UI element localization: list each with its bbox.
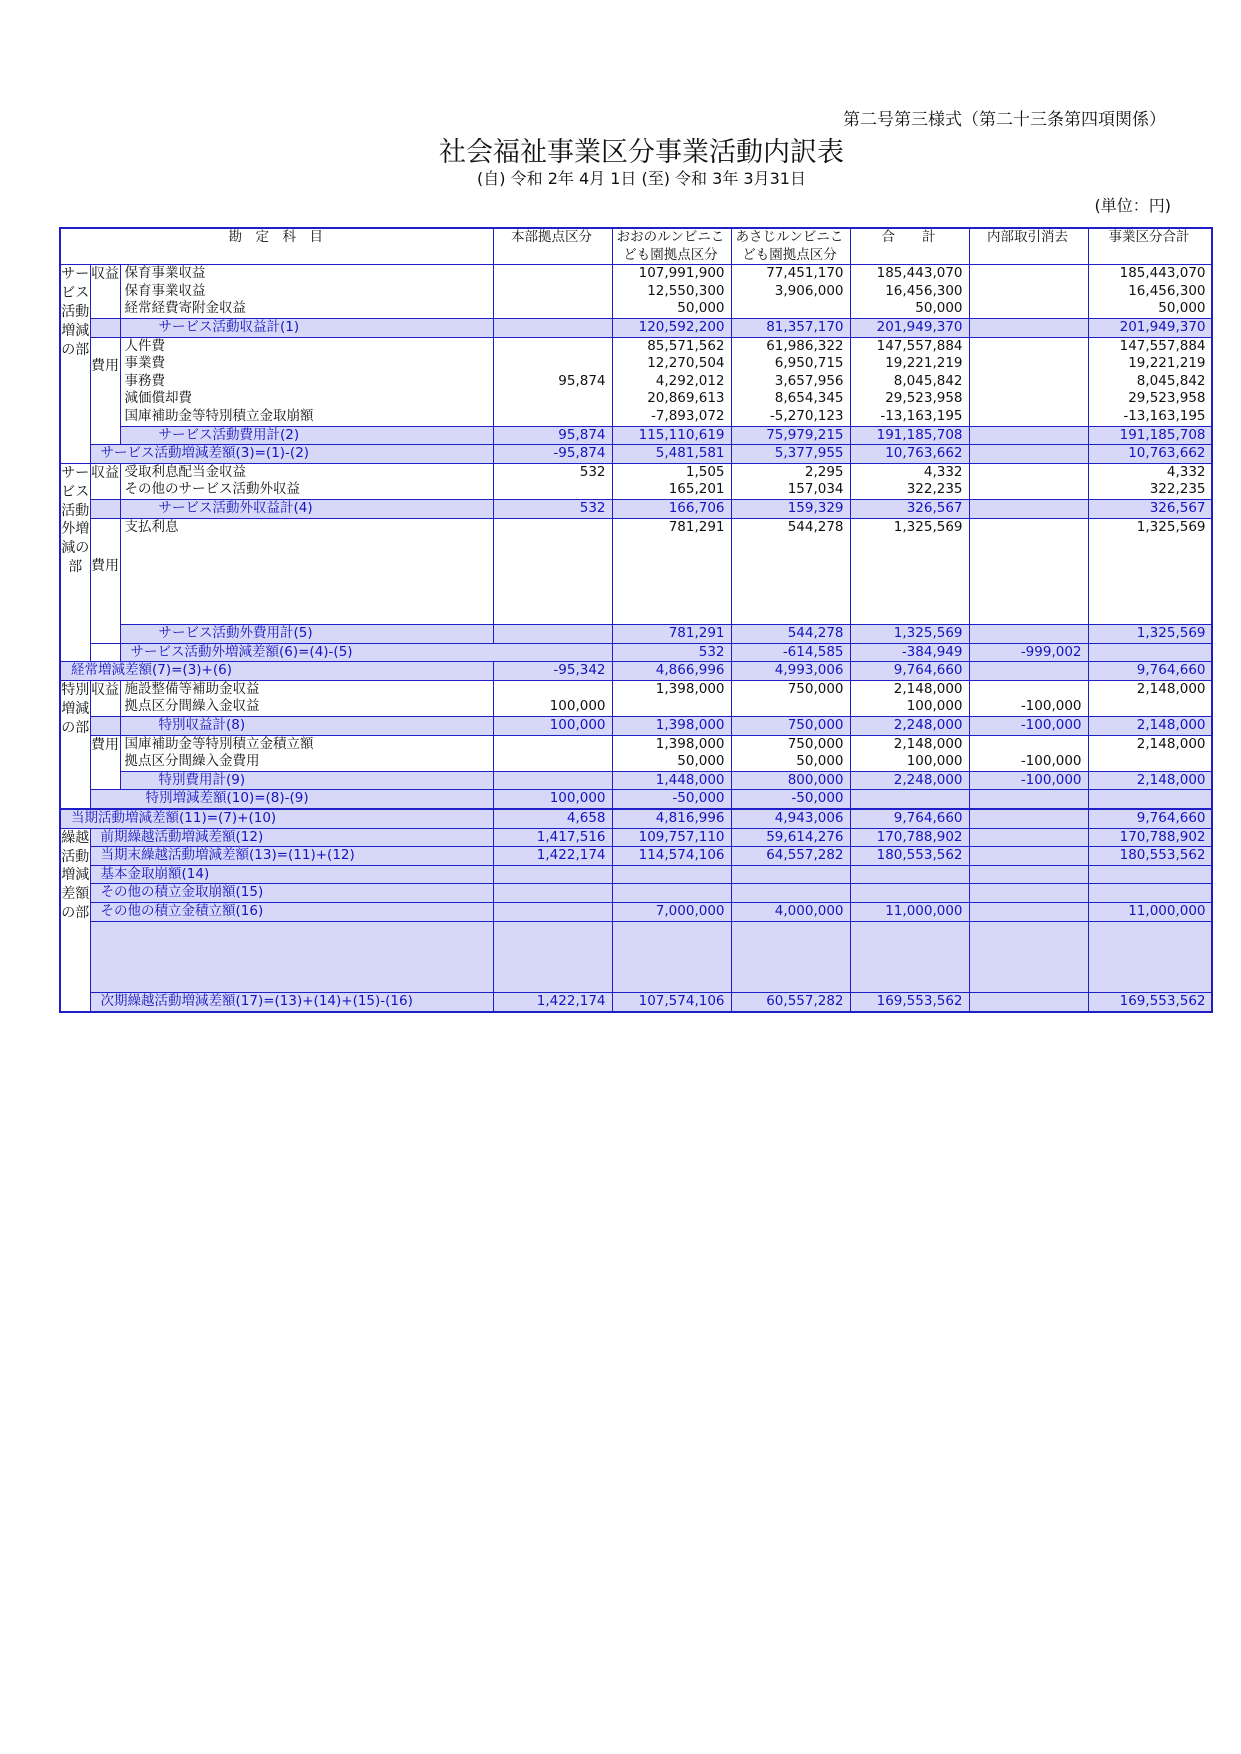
cell-asahi: 60,557,282 — [731, 992, 850, 1011]
cell-total: 4,332 — [850, 463, 969, 481]
cell-elim: -100,000 — [969, 771, 1088, 790]
cell-asahi: -384,949 — [850, 643, 969, 662]
section-label-carryover: 繰越活動増減差額の部 — [60, 828, 90, 1011]
cell-elim — [969, 790, 1088, 809]
row-label: 特別増減差額(10)=(8)-(9) — [90, 790, 493, 809]
cell-total: 50,000 — [850, 300, 969, 318]
cell-asahi: 6,950,715 — [731, 355, 850, 373]
header-asahi-line1: あさじルンビニこ — [731, 228, 850, 247]
cell-grand: 185,443,070 — [1088, 265, 1212, 283]
header-total: 合 計 — [850, 228, 969, 247]
cell-ooi: 781,291 — [612, 625, 731, 644]
cell-asahi — [731, 865, 850, 884]
difference-row — [60, 790, 1212, 809]
row-label: 事務費 — [120, 373, 493, 391]
cell-total: -13,163,195 — [850, 408, 969, 426]
cell-honbu: 1,422,174 — [493, 992, 612, 1011]
cell-asahi: 750,000 — [731, 680, 850, 698]
cell-total — [850, 865, 969, 884]
cell-asahi: 2,295 — [731, 463, 850, 481]
cell-grand: 2,148,000 — [1088, 717, 1212, 736]
cell-asahi — [731, 698, 850, 716]
row-label: その他の積立金積立額(16) — [90, 902, 493, 921]
cell-grand: 201,949,370 — [1088, 318, 1212, 337]
row-label: 当期末繰越活動増減差額(13)=(11)+(12) — [90, 847, 493, 866]
cell-grand: 1,325,569 — [1088, 625, 1212, 644]
cell-grand: 326,567 — [1088, 499, 1212, 518]
cell-asahi: -50,000 — [731, 790, 850, 809]
cell-grand: 11,000,000 — [1088, 902, 1212, 921]
header-grand-total: 事業区分合計 — [1088, 228, 1212, 247]
cell-ooi: 166,706 — [612, 499, 731, 518]
cell-elim — [969, 481, 1088, 499]
cell-total — [850, 790, 969, 809]
cell-total: 1,325,569 — [850, 625, 969, 644]
header-ooi-line1: おおのルンビニこ — [612, 228, 731, 247]
cell-ooi: 107,991,900 — [612, 265, 731, 283]
row-label: サービス活動外費用計(5) — [120, 625, 493, 644]
header-account: 勘 定 科 目 — [60, 228, 493, 247]
cell-ooi: -50,000 — [612, 790, 731, 809]
cell-honbu — [493, 625, 612, 644]
cell-ooi: 1,398,000 — [612, 680, 731, 698]
cell-ooi: 50,000 — [612, 300, 731, 318]
table-row — [60, 753, 1212, 771]
cell-grand: 2,148,000 — [1088, 735, 1212, 753]
cell-elim — [969, 390, 1088, 408]
cell-grand: 147,557,884 — [1088, 337, 1212, 355]
cell-elim: -100,000 — [969, 717, 1088, 736]
cell-ooi: 4,292,012 — [612, 373, 731, 391]
cell-honbu: -95,874 — [493, 445, 612, 464]
row-label: 次期繰越活動増減差額(17)=(13)+(14)+(15)-(16) — [90, 992, 493, 1011]
cell-asahi: 64,557,282 — [731, 847, 850, 866]
cell-ooi: 114,574,106 — [612, 847, 731, 866]
cell-asahi: 159,329 — [731, 499, 850, 518]
cell-honbu — [493, 390, 612, 408]
cell-elim — [969, 408, 1088, 426]
sub-label-revenue: 収益 — [90, 680, 120, 716]
cell-ooi: 85,571,562 — [612, 337, 731, 355]
cell-grand — [1088, 790, 1212, 809]
cell-ooi: 120,592,200 — [612, 318, 731, 337]
cell-grand: 19,221,219 — [1088, 355, 1212, 373]
cell-total: 10,763,662 — [850, 445, 969, 464]
cell-asahi: 750,000 — [731, 717, 850, 736]
cell-ooi: 12,550,300 — [612, 283, 731, 301]
cell-total: 8,045,842 — [850, 373, 969, 391]
cell-grand: 322,235 — [1088, 481, 1212, 499]
table-row — [60, 300, 1212, 318]
sub-label-revenue: 収益 — [90, 463, 120, 499]
table-row — [60, 698, 1212, 716]
row-label: 基本金取崩額(14) — [90, 865, 493, 884]
row-label: 国庫補助金等特別積立金積立額 — [120, 735, 493, 753]
row-label: 経常経費寄附金収益 — [120, 300, 493, 318]
cell-ooi: 165,201 — [612, 481, 731, 499]
row-label: 事業費 — [120, 355, 493, 373]
cell-honbu — [493, 265, 612, 283]
cell-asahi: 3,906,000 — [731, 283, 850, 301]
row-label: サービス活動増減差額(3)=(1)-(2) — [90, 445, 493, 464]
row-label: 特別収益計(8) — [120, 717, 493, 736]
cell-grand — [1088, 698, 1212, 716]
document-title: 社会福祉事業区分事業活動内訳表 — [439, 137, 844, 168]
cell-ooi: 107,574,106 — [612, 992, 731, 1011]
row-label: サービス活動外増減差額(6)=(4)-(5) — [120, 643, 612, 662]
cell-grand: 169,553,562 — [1088, 992, 1212, 1011]
header-honbu: 本部拠点区分 — [493, 228, 612, 247]
cell-elim — [969, 518, 1088, 536]
section-label-special: 特別増減の部 — [60, 680, 90, 809]
cell-asahi: 5,377,955 — [731, 445, 850, 464]
row-label: サービス活動収益計(1) — [120, 318, 493, 337]
table-row — [60, 902, 1212, 921]
row-label: サービス活動外収益計(4) — [120, 499, 493, 518]
cell-ooi: 1,448,000 — [612, 771, 731, 790]
cell-honbu — [493, 771, 612, 790]
cell-asahi: 750,000 — [731, 735, 850, 753]
row-label: 国庫補助金等特別積立金取崩額 — [120, 408, 493, 426]
table-row — [60, 337, 1212, 355]
cell-elim — [969, 884, 1088, 903]
table-row — [60, 373, 1212, 391]
cell-asahi: 4,943,006 — [731, 809, 850, 828]
cell-ooi: 20,869,613 — [612, 390, 731, 408]
cell-grand: 10,763,662 — [1088, 445, 1212, 464]
table-row — [60, 265, 1212, 283]
cell-elim — [969, 373, 1088, 391]
cell-elim — [969, 662, 1088, 681]
row-label: 支払利息 — [120, 518, 493, 536]
cell-total: 2,148,000 — [850, 680, 969, 698]
cell-elim — [969, 463, 1088, 481]
cell-honbu: 100,000 — [493, 698, 612, 716]
cell-elim — [969, 355, 1088, 373]
subtotal-row — [60, 426, 1212, 445]
cell-asahi — [731, 884, 850, 903]
row-label: 人件費 — [120, 337, 493, 355]
cell-ooi: 7,000,000 — [612, 902, 731, 921]
cell-honbu — [493, 481, 612, 499]
cell-asahi: 61,986,322 — [731, 337, 850, 355]
cell-elim — [969, 902, 1088, 921]
row-label: 拠点区分間繰入金収益 — [120, 698, 493, 716]
table-row — [60, 735, 1212, 753]
cell-honbu — [493, 518, 612, 536]
row-label: 特別費用計(9) — [120, 771, 493, 790]
section-label-service: サービス活動増減の部 — [60, 265, 90, 464]
cell-elim — [969, 318, 1088, 337]
cell-grand: 1,325,569 — [1088, 518, 1212, 536]
row-label: 保育事業収益 — [120, 265, 493, 283]
cell-honbu — [493, 753, 612, 771]
cell-honbu — [493, 283, 612, 301]
cell-grand: 9,764,660 — [1088, 809, 1212, 828]
cell-honbu — [493, 865, 612, 884]
cell-total: 29,523,958 — [850, 390, 969, 408]
cell-ooi: 1,398,000 — [612, 717, 731, 736]
cell-asahi: -5,270,123 — [731, 408, 850, 426]
row-label: その他のサービス活動外収益 — [120, 481, 493, 499]
subtotal-row — [60, 771, 1212, 790]
cell-asahi: 8,654,345 — [731, 390, 850, 408]
subtotal-row — [60, 625, 1212, 644]
cell-elim — [969, 265, 1088, 283]
cell-grand — [1088, 884, 1212, 903]
table-row — [60, 463, 1212, 481]
row-label: 保育事業収益 — [120, 283, 493, 301]
cell-ooi: -7,893,072 — [612, 408, 731, 426]
cell-total: 180,553,562 — [850, 847, 969, 866]
cell-total: 322,235 — [850, 481, 969, 499]
cell-honbu — [493, 408, 612, 426]
cell-elim: -100,000 — [969, 753, 1088, 771]
cell-grand: 4,332 — [1088, 463, 1212, 481]
table-row — [60, 355, 1212, 373]
currency-unit: (単位：円) — [1094, 196, 1171, 215]
cell-ooi — [612, 865, 731, 884]
cell-elim — [1088, 643, 1212, 662]
cell-grand: 170,788,902 — [1088, 828, 1212, 847]
cell-ooi: 781,291 — [612, 518, 731, 536]
cell-ooi: -614,585 — [731, 643, 850, 662]
table-row — [60, 283, 1212, 301]
cell-honbu — [493, 318, 612, 337]
sub-label-revenue: 収益 — [90, 265, 120, 319]
row-label: 施設整備等補助金収益 — [120, 680, 493, 698]
cell-total: 16,456,300 — [850, 283, 969, 301]
subtotal-row — [60, 499, 1212, 518]
cell-honbu: 100,000 — [493, 717, 612, 736]
cell-ooi: 1,505 — [612, 463, 731, 481]
cell-grand: -13,163,195 — [1088, 408, 1212, 426]
cell-honbu — [493, 680, 612, 698]
cell-honbu: 95,874 — [493, 426, 612, 445]
table-row — [60, 518, 1212, 536]
cell-elim — [969, 445, 1088, 464]
row-label: サービス活動費用計(2) — [120, 426, 493, 445]
table-row — [60, 828, 1212, 847]
ordinary-difference-row — [60, 662, 1212, 681]
cell-asahi: 77,451,170 — [731, 265, 850, 283]
cell-honbu: -95,342 — [493, 662, 612, 681]
table-row — [60, 680, 1212, 698]
subtotal-row — [60, 318, 1212, 337]
cell-honbu — [493, 355, 612, 373]
cell-elim — [969, 847, 1088, 866]
sub-label-expense: 費用 — [90, 518, 120, 643]
cell-total: 100,000 — [850, 753, 969, 771]
cell-honbu: 532 — [493, 463, 612, 481]
cell-elim — [969, 735, 1088, 753]
cell-total — [850, 884, 969, 903]
header-elimination: 内部取引消去 — [969, 228, 1088, 247]
row-label: 拠点区分間繰入金費用 — [120, 753, 493, 771]
cell-ooi: 12,270,504 — [612, 355, 731, 373]
cell-asahi: 544,278 — [731, 625, 850, 644]
difference-row — [60, 445, 1212, 464]
sub-label-expense: 費用 — [90, 735, 120, 790]
cell-asahi: 157,034 — [731, 481, 850, 499]
cell-ooi: 1,398,000 — [612, 735, 731, 753]
cell-elim — [969, 992, 1088, 1011]
cell-grand: 180,553,562 — [1088, 847, 1212, 866]
cell-grand: 29,523,958 — [1088, 390, 1212, 408]
table-row — [60, 408, 1212, 426]
cell-total: 326,567 — [850, 499, 969, 518]
cell-asahi: 4,000,000 — [731, 902, 850, 921]
cell-total: 191,185,708 — [850, 426, 969, 445]
cell-asahi: 50,000 — [731, 753, 850, 771]
table-row — [60, 481, 1212, 499]
cell-total: 2,248,000 — [850, 771, 969, 790]
row-label: 受取利息配当金収益 — [120, 463, 493, 481]
cell-asahi: 800,000 — [731, 771, 850, 790]
cell-elim — [969, 828, 1088, 847]
fiscal-period: (自) 令和 2年 4月 1日 (至) 令和 3年 3月31日 — [477, 169, 806, 188]
cell-honbu: 1,422,174 — [493, 847, 612, 866]
cell-total: 201,949,370 — [850, 318, 969, 337]
cell-asahi: 59,614,276 — [731, 828, 850, 847]
cell-honbu — [493, 884, 612, 903]
cell-honbu — [493, 902, 612, 921]
current-period-difference-row — [60, 809, 1212, 828]
cell-grand — [1088, 865, 1212, 884]
cell-total: -999,002 — [969, 643, 1088, 662]
cell-total: 185,443,070 — [850, 265, 969, 283]
cell-asahi: 3,657,956 — [731, 373, 850, 391]
subtotal-row — [60, 717, 1212, 736]
next-period-carryover-row — [60, 992, 1212, 1011]
cell-total: 169,553,562 — [850, 992, 969, 1011]
cell-honbu — [493, 300, 612, 318]
cell-elim — [969, 337, 1088, 355]
cell-honbu: 532 — [493, 499, 612, 518]
row-label: 前期繰越活動増減差額(12) — [90, 828, 493, 847]
cell-total: 11,000,000 — [850, 902, 969, 921]
cell-honbu: 95,874 — [493, 373, 612, 391]
cell-ooi: 50,000 — [612, 753, 731, 771]
cell-elim — [969, 283, 1088, 301]
header-ooi-line2: ども園拠点区分 — [612, 247, 731, 265]
form-number: 第二号第三様式（第二十三条第四項関係） — [843, 110, 1166, 130]
cell-asahi: 4,993,006 — [731, 662, 850, 681]
cell-asahi: 544,278 — [731, 518, 850, 536]
sub-label-expense: 費用 — [90, 337, 120, 445]
table-row — [60, 847, 1212, 866]
cell-elim — [969, 680, 1088, 698]
cell-total: 147,557,884 — [850, 337, 969, 355]
table-row — [60, 884, 1212, 903]
cell-elim — [969, 426, 1088, 445]
cell-grand: 9,764,660 — [1088, 662, 1212, 681]
cell-total: 1,325,569 — [850, 518, 969, 536]
cell-grand: 2,148,000 — [1088, 680, 1212, 698]
cell-grand: 50,000 — [1088, 300, 1212, 318]
cell-honbu — [493, 337, 612, 355]
cell-honbu: 532 — [612, 643, 731, 662]
table-row — [60, 390, 1212, 408]
cell-asahi: 81,357,170 — [731, 318, 850, 337]
cell-grand — [1088, 753, 1212, 771]
header-asahi-line2: ども園拠点区分 — [731, 247, 850, 265]
cell-total: 19,221,219 — [850, 355, 969, 373]
cell-grand: 191,185,708 — [1088, 426, 1212, 445]
cell-elim — [969, 300, 1088, 318]
row-label: その他の積立金取崩額(15) — [90, 884, 493, 903]
table-row — [60, 865, 1212, 884]
cell-elim — [969, 809, 1088, 828]
section-label-non-service: サービス活動外増減の部 — [60, 463, 90, 662]
cell-grand: 8,045,842 — [1088, 373, 1212, 391]
cell-elim — [969, 865, 1088, 884]
cell-elim — [969, 625, 1088, 644]
cell-ooi — [612, 884, 731, 903]
cell-total: 9,764,660 — [850, 809, 969, 828]
cell-ooi: 115,110,619 — [612, 426, 731, 445]
row-label: 減価償却費 — [120, 390, 493, 408]
cell-ooi — [612, 698, 731, 716]
cell-grand: 2,148,000 — [1088, 771, 1212, 790]
activity-statement-table — [59, 227, 1213, 1013]
row-label: 経常増減差額(7)=(3)+(6) — [60, 662, 493, 681]
cell-ooi: 109,757,110 — [612, 828, 731, 847]
cell-asahi — [731, 300, 850, 318]
row-label: 当期活動増減差額(11)=(7)+(10) — [60, 809, 493, 828]
cell-asahi: 75,979,215 — [731, 426, 850, 445]
cell-ooi: 4,816,996 — [612, 809, 731, 828]
cell-total: 2,148,000 — [850, 735, 969, 753]
cell-grand: 16,456,300 — [1088, 283, 1212, 301]
cell-elim: -100,000 — [969, 698, 1088, 716]
cell-total: 170,788,902 — [850, 828, 969, 847]
difference-row — [60, 643, 1212, 662]
cell-elim — [969, 499, 1088, 518]
cell-honbu: 4,658 — [493, 809, 612, 828]
cell-ooi: 5,481,581 — [612, 445, 731, 464]
cell-total: 9,764,660 — [850, 662, 969, 681]
cell-total: 100,000 — [850, 698, 969, 716]
cell-honbu: 1,417,516 — [493, 828, 612, 847]
cell-ooi: 4,866,996 — [612, 662, 731, 681]
cell-honbu — [493, 735, 612, 753]
cell-total: 2,248,000 — [850, 717, 969, 736]
cell-honbu: 100,000 — [493, 790, 612, 809]
